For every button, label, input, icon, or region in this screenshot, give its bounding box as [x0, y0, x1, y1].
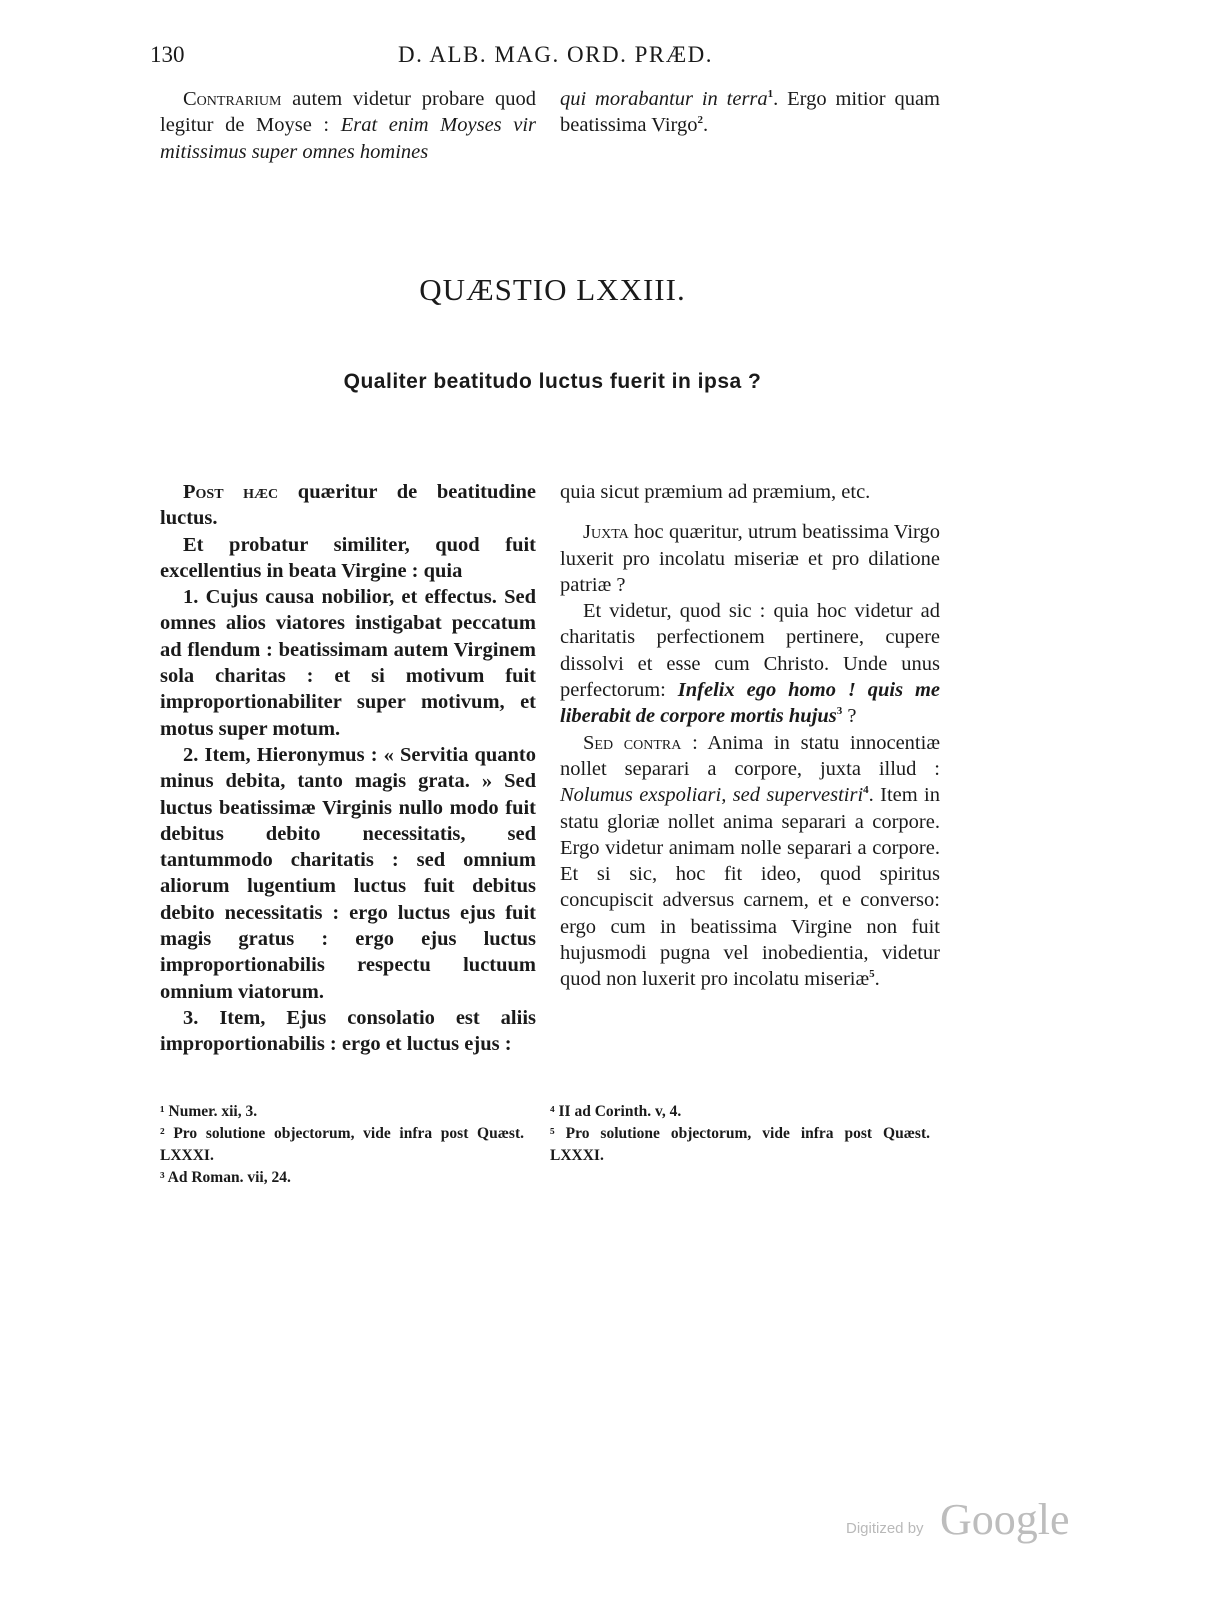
page-number: 130: [150, 42, 185, 67]
footnote-1: ¹ Numer. xii, 3.: [160, 1103, 258, 1120]
footnotes-left: [160, 1101, 524, 1189]
footnote-ref-4: 4: [863, 784, 869, 797]
footnote-ref-1: 1: [767, 88, 774, 101]
moyses-quote: Erat enim Moyses vir mitissimus super omnes homines: [160, 114, 536, 163]
left-paragraph-4: 2. Item, Hieronymus : « Servitia quanto minus debita, tanto magis grata. » Sed luctus beatissimæ Virginis nullo modo fuit debitus debito necessitatis, sed tantummodo charitatis : sed omnium aliorum lugentium luctus fuit debitus debito necessitatis : ergo luctus ejus fuit magis gratus : ergo ejus luctus improportionabilis respectu luctuum omnium viatorum.: [160, 743, 536, 1003]
footnotes-right: [550, 1101, 930, 1167]
right-paragraph-2: Juxta hoc quæritur, utrum beatissima Virgo luxerit pro incolatu miseriæ et pro dilatione patriæ ?: [560, 521, 940, 596]
left-paragraph-2: Et probatur similiter, quod fuit excellentius in beata Virgine : quia: [160, 533, 536, 582]
footnote-4: ⁴ II ad Corinth. v, 4.: [550, 1103, 682, 1120]
right-paragraph-1: quia sicut præmium ad præmium, etc.: [560, 481, 871, 503]
google-logo: Google: [940, 1495, 1070, 1544]
left-column: [160, 479, 536, 1058]
watermark-prefix: Digitized by: [846, 1520, 924, 1537]
running-title: D. ALB. MAG. ORD. PRÆD.: [398, 42, 714, 67]
left-paragraph-1: Post hæc quæritur de beatitudine luctus.: [160, 481, 536, 530]
footnote-3: ³ Ad Roman. vii, 24.: [160, 1169, 291, 1186]
question-title: QUÆSTIO LXXIII.: [419, 272, 686, 307]
footnote-2: ² Pro solutione objectorum, vide infra post Quæst. LXXXI.: [160, 1125, 524, 1164]
left-paragraph-3: 1. Cujus causa nobilior, et effectus. Sed omnes alios viatores instigabat peccatum ad flendum : beatissimam autem Virginem sola charitas : et si motivum fuit improportionabiliter super motivum, et motus super motum.: [160, 586, 536, 740]
footnote-ref-2: 2: [697, 114, 704, 127]
contrarium-smallcaps: Contrarium: [183, 88, 282, 110]
footnote-ref-3: 3: [836, 705, 843, 718]
top-left-paragraph: Contrarium autem videtur probare quod legitur de Moyse : Erat enim Moyses vir mitissimus super omnes homines: [160, 88, 536, 163]
footnote-ref-5: 5: [869, 968, 875, 981]
right-paragraph-3: Et videtur, quod sic : quia hoc videtur ad charitatis perfectionem pertinere, cupere dissolvi et esse cum Christo. Unde unus perfectorum: Infelix ego homo ! quis me liberabit de corpore mortis hujus$^3$ ?: [560, 600, 940, 728]
right-paragraph-4: Sed contra : Anima in statu innocentiæ nollet separari a corpore, juxta illud : Nolumus exspoliari, sed supervestiri$^4$. Item in statu gloriæ nollet anima separari a corpore. Ergo videtur animam nolle separari a corpore. Et si sic, hoc fit ideo, quod spiritus concupiscit adversus carnem, et e converso: ergo cum in beatissima Virgine non fuit hujusmodi pugna vel inobedientia, videtur quod non luxerit pro incolatu miseriæ$^5$.: [560, 731, 940, 991]
top-right-paragraph: qui morabantur in terra$^1$. Ergo mitior quam beatissima Virgo$^2$.: [560, 88, 940, 137]
digitized-by-google-watermark: [846, 1490, 1086, 1550]
question-subtitle: Qualiter beatitudo luctus fuerit in ipsa ?: [343, 370, 762, 393]
right-column: [560, 479, 940, 993]
left-paragraph-5: 3. Item, Ejus consolatio est aliis improportionabilis : ergo et luctus ejus :: [160, 1006, 536, 1056]
footnote-5: ⁵ Pro solutione objectorum, vide infra post Quæst. LXXXI.: [550, 1125, 930, 1164]
